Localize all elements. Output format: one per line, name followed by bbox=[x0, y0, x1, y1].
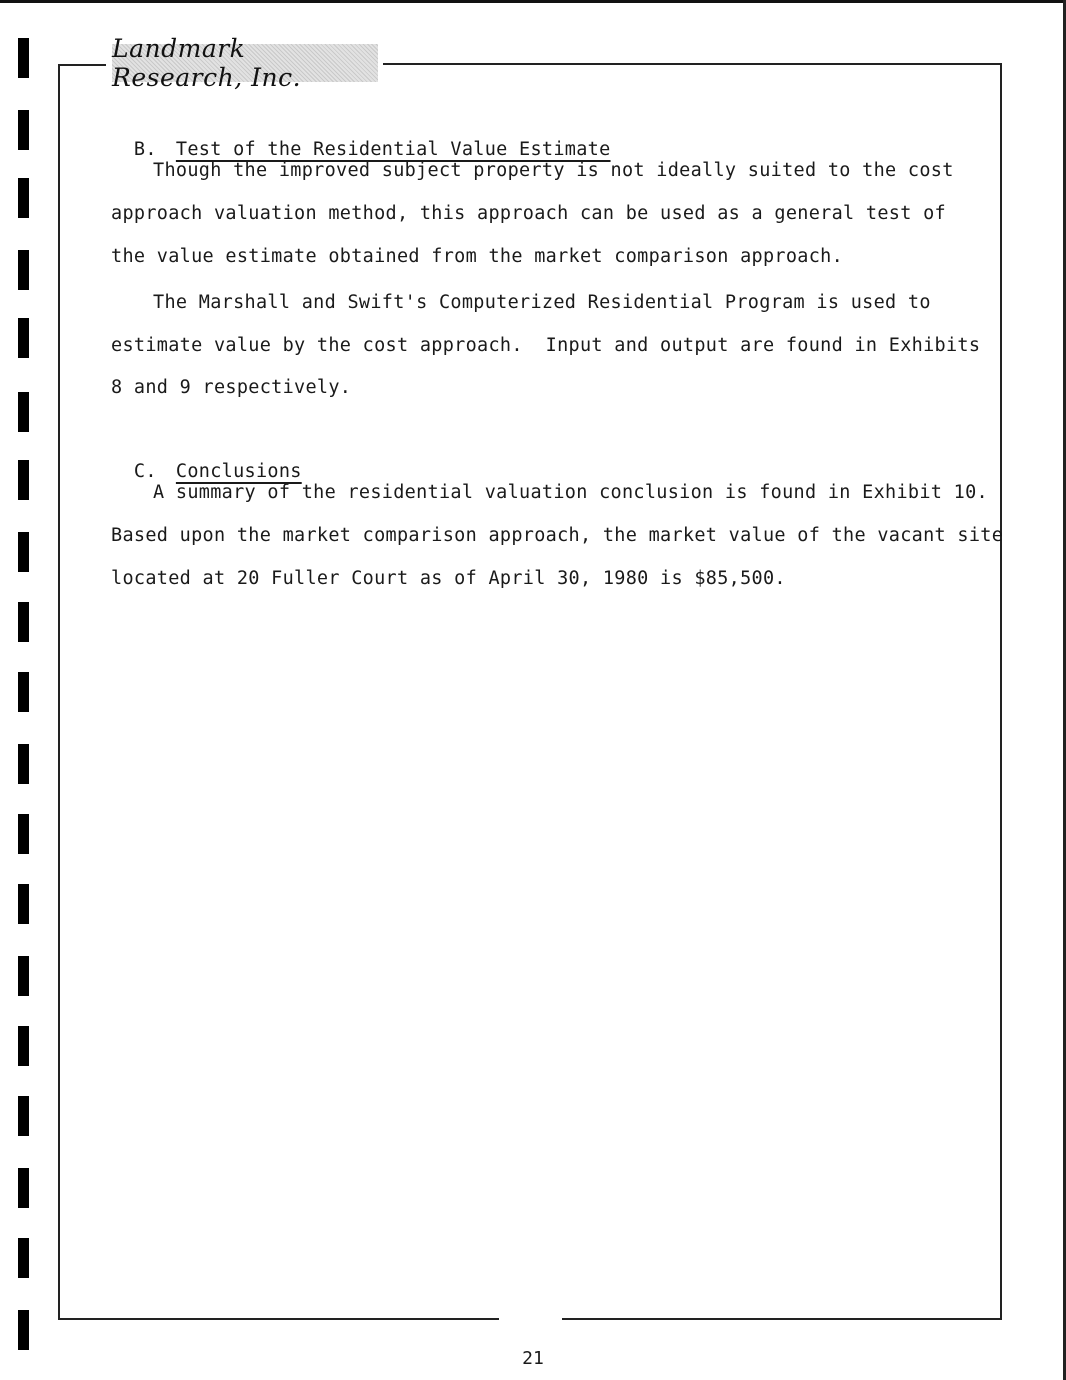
section-b-letter: B. bbox=[133, 139, 157, 160]
section-c-paragraph-line-1: A summary of the residential valuation conclusion is found in Exhibit 10. bbox=[153, 482, 988, 503]
section-b-paragraph-2-line-2: estimate value by the cost approach. Input and output are found in Exhibits bbox=[111, 335, 981, 356]
frame-right-rule bbox=[1000, 63, 1002, 1320]
binding-hole bbox=[18, 744, 29, 784]
binding-hole bbox=[18, 1310, 29, 1350]
binding-hole bbox=[18, 532, 29, 572]
page-top-edge bbox=[0, 0, 1066, 3]
binding-hole bbox=[18, 1026, 29, 1066]
binding-hole bbox=[18, 602, 29, 642]
frame-bottom-right-rule bbox=[562, 1318, 1002, 1320]
frame-top-right-rule bbox=[383, 63, 1002, 65]
binding-hole bbox=[18, 884, 29, 924]
section-b-paragraph-1-line-1: Though the improved subject property is not ideally suited to the cost bbox=[153, 160, 954, 181]
binding-hole bbox=[18, 110, 29, 150]
section-b-paragraph-1-line-2: approach valuation method, this approach can be used as a general test of bbox=[111, 203, 946, 224]
section-b-title: Test of the Residential Value Estimate bbox=[175, 139, 611, 160]
binding-hole bbox=[18, 318, 29, 358]
binding-hole bbox=[18, 814, 29, 854]
section-c-paragraph-line-3: located at 20 Fuller Court as of April 30, 1980 is $85,500. bbox=[111, 568, 786, 589]
frame-top-left-rule bbox=[60, 64, 106, 66]
section-c-paragraph-line-2: Based upon the market comparison approach, the market value of the vacant site bbox=[111, 525, 1004, 546]
binding-hole bbox=[18, 250, 29, 290]
binding-hole bbox=[18, 1238, 29, 1278]
section-c-heading bbox=[111, 440, 302, 482]
binding-hole bbox=[18, 38, 29, 78]
binding-hole bbox=[18, 1096, 29, 1136]
section-b-paragraph-2-line-1: The Marshall and Swift's Computerized Residential Program is used to bbox=[153, 292, 931, 313]
section-b-paragraph-1-line-3: the value estimate obtained from the market comparison approach. bbox=[111, 246, 844, 267]
page-number: 21 bbox=[522, 1348, 544, 1369]
company-logo bbox=[112, 34, 378, 92]
binding-hole bbox=[18, 392, 29, 432]
section-b-heading bbox=[111, 118, 611, 160]
section-b-paragraph-2-line-3: 8 and 9 respectively. bbox=[111, 377, 352, 398]
binding-hole bbox=[18, 178, 29, 218]
frame-left-rule bbox=[58, 64, 60, 1319]
binding-hole bbox=[18, 460, 29, 500]
section-c-letter: C. bbox=[133, 461, 157, 482]
binding-hole bbox=[18, 956, 29, 996]
frame-bottom-left-rule bbox=[58, 1318, 499, 1320]
binding-hole bbox=[18, 672, 29, 712]
company-logo-text: Landmark Research, Inc. bbox=[112, 34, 302, 92]
binding-hole bbox=[18, 1168, 29, 1208]
section-c-title: Conclusions bbox=[175, 461, 302, 482]
